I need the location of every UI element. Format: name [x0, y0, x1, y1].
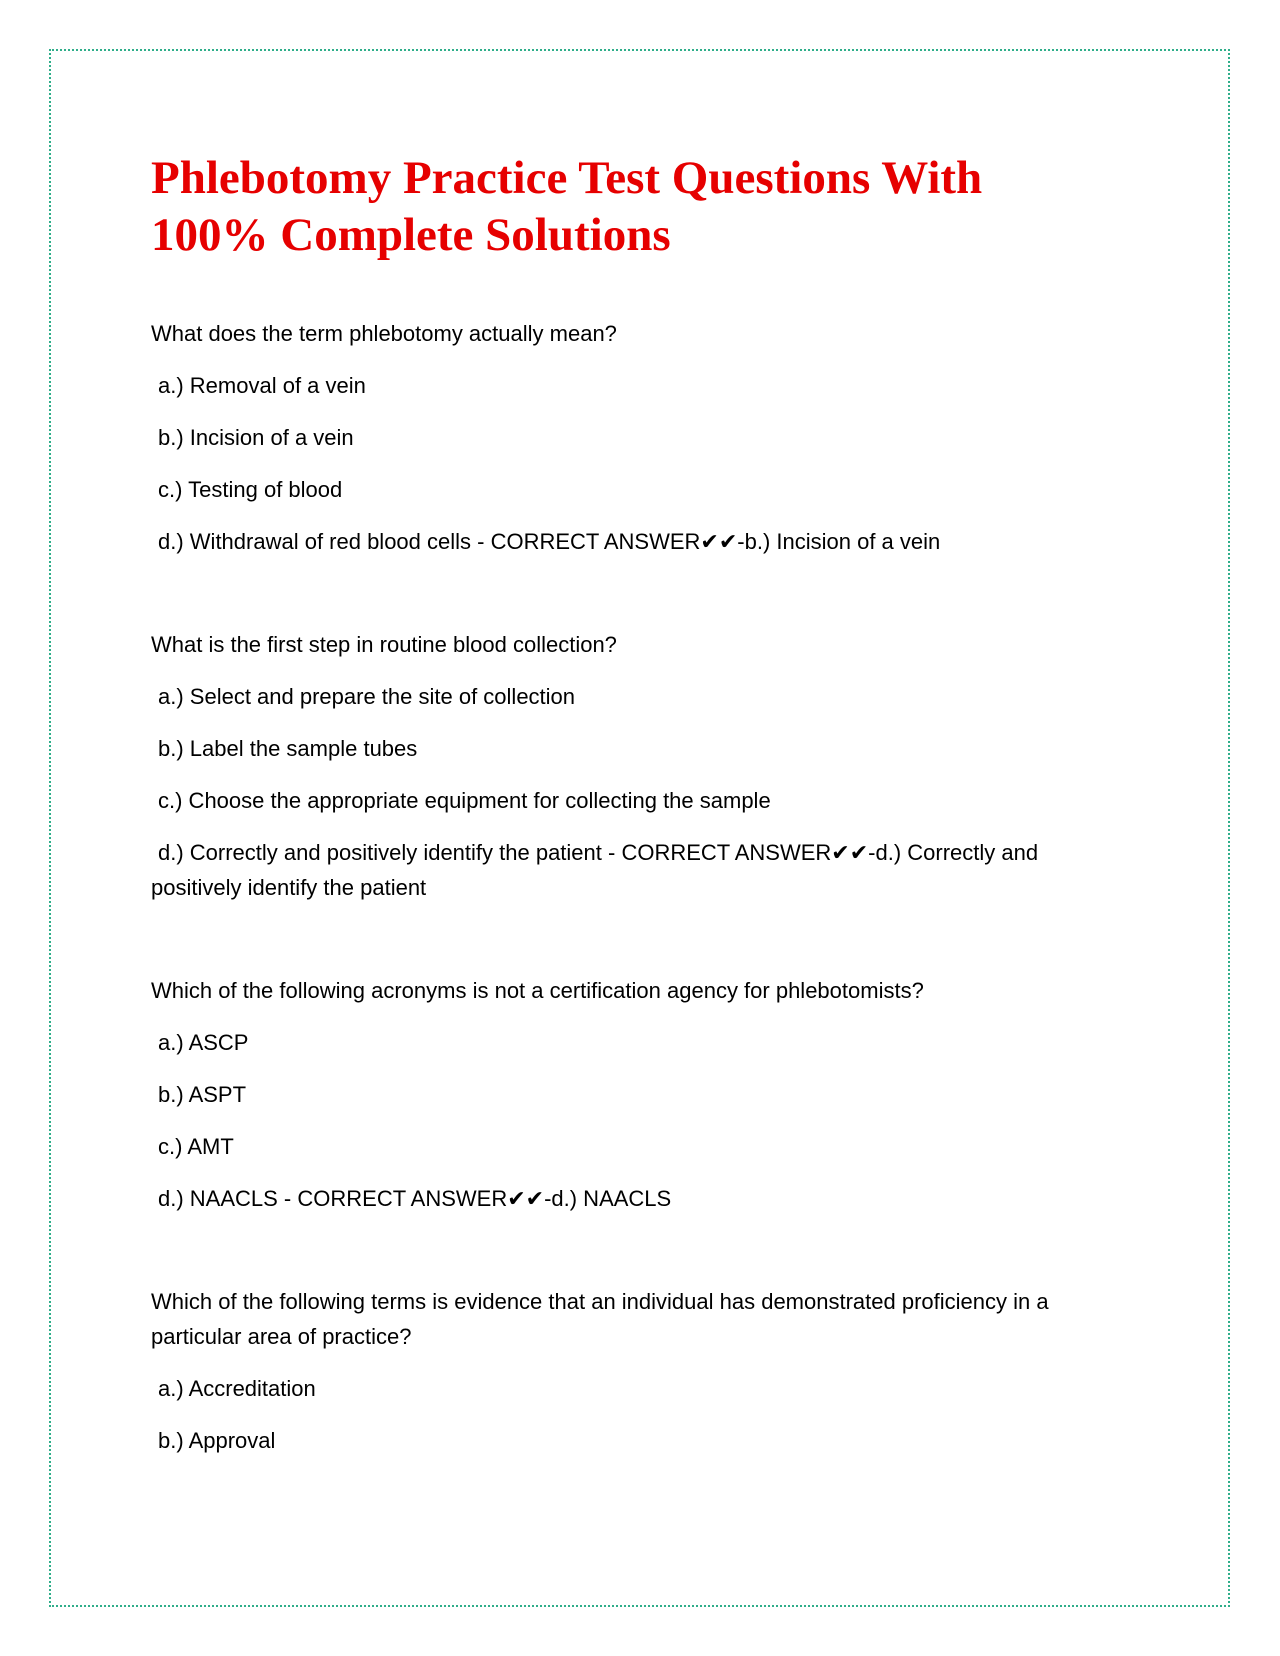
document-body	[151, 150, 1131, 1475]
option-a: a.) ASCP	[158, 1030, 249, 1055]
option-c: c.) Testing of blood	[158, 477, 343, 502]
question-1	[151, 316, 1131, 559]
question-text: What does the term phlebotomy actually mean?	[151, 321, 617, 346]
question-text: Which of the following acronyms is not a certification agency for phlebotomists?	[151, 978, 924, 1003]
option-b: b.) Approval	[158, 1428, 276, 1453]
option-d-with-answer: d.) Withdrawal of red blood cells - CORRECT ANSWER✔✔-b.) Incision of a vein	[158, 529, 941, 554]
title-line-1: Phlebotomy Practice Test Questions With	[151, 152, 983, 204]
question-2	[151, 627, 1131, 905]
option-a: a.) Select and prepare the site of collection	[158, 684, 576, 709]
question-text: Which of the following terms is evidence that an individual has demonstrated proficiency in a particular area of practice?	[151, 1289, 1049, 1349]
title-line-2: 100% Complete Solutions	[151, 209, 671, 261]
option-a: a.) Removal of a vein	[158, 373, 366, 398]
question-spacer	[151, 1233, 1131, 1284]
question-3	[151, 973, 1131, 1216]
question-4	[151, 1284, 1131, 1458]
option-d-with-answer: d.) NAACLS - CORRECT ANSWER✔✔-d.) NAACLS	[158, 1186, 672, 1211]
question-spacer	[151, 576, 1131, 627]
document-title	[151, 150, 1131, 264]
option-a: a.) Accreditation	[158, 1376, 316, 1401]
option-c: c.) Choose the appropriate equipment for collecting the sample	[158, 788, 771, 813]
option-c: c.) AMT	[158, 1134, 234, 1159]
option-b: b.) Label the sample tubes	[158, 736, 418, 761]
question-text: What is the first step in routine blood collection?	[151, 632, 617, 657]
question-spacer	[151, 922, 1131, 973]
option-b: b.) Incision of a vein	[158, 425, 354, 450]
option-d-with-answer: d.) Correctly and positively identify the patient - CORRECT ANSWER✔✔-d.) Correctly and positively identify the patient	[151, 840, 1039, 900]
option-b: b.) ASPT	[158, 1082, 247, 1107]
